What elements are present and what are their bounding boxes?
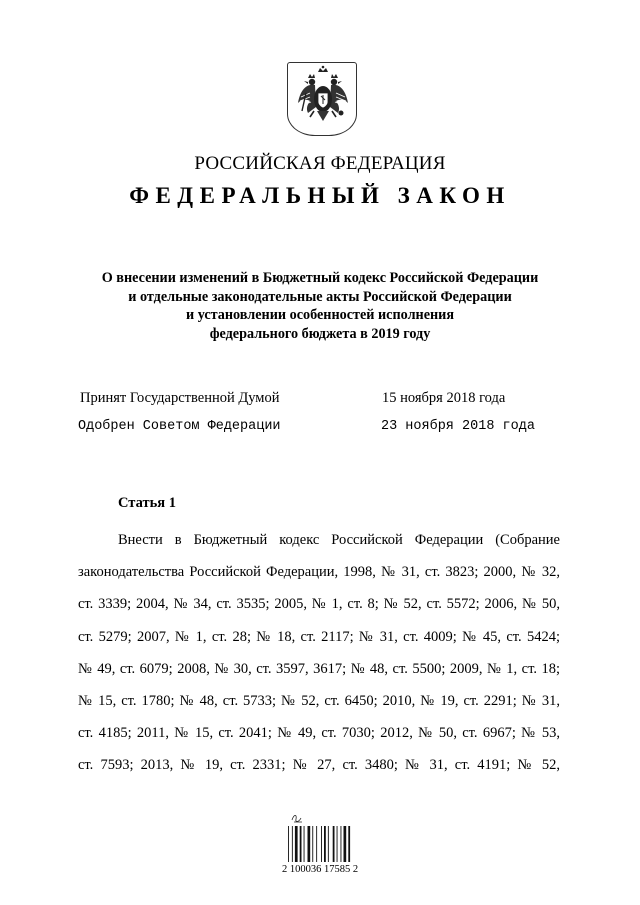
- duma-adoption-label: Принят Государственной Думой: [80, 390, 280, 406]
- article-text-line: ст. 3339; 2004, № 34, ст. 3535; 2005, № 1, ст. 8; № 52, ст. 5572; 2006, № 50,: [78, 596, 560, 613]
- article-text-line: ст. 7593; 2013, № 19, ст. 2331; № 27, ст. 3480; № 31, ст. 4191; № 52,: [78, 757, 560, 774]
- article-text-line: ст. 5279; 2007, № 1, ст. 28; № 18, ст. 2117; № 31, ст. 4009; № 45, ст. 5424;: [78, 628, 560, 645]
- duma-adoption-date: 15 ноября 2018 года: [382, 390, 506, 406]
- law-type-heading: ФЕДЕРАЛЬНЫЙ ЗАКОН: [129, 183, 511, 208]
- article-heading: Статья 1: [118, 495, 176, 511]
- law-title-line: и отдельные законодательные акты Российской Федерации: [128, 288, 512, 305]
- article-text-line: ст. 4185; 2011, № 15, ст. 2041; № 49, ст. 7030; 2012, № 50, ст. 6967; № 53,: [78, 725, 560, 742]
- law-title-line: федерального бюджета в 2019 году: [209, 325, 431, 342]
- law-title-line: и установлении особенностей исполнения: [185, 307, 455, 323]
- article-text-line: № 49, ст. 6079; 2008, № 30, ст. 3597, 3617; № 48, ст. 5500; 2009, № 1, ст. 18;: [78, 660, 560, 677]
- article-body: [78, 524, 560, 782]
- barcode-icon: [286, 810, 354, 868]
- barcode-number: 2 100036 17585 2: [281, 864, 359, 875]
- coat-of-arms-emblem-icon: [287, 62, 357, 136]
- article-text-line: № 15, ст. 1780; № 48, ст. 5733; № 52, ст. 6450; 2010, № 19, ст. 2291; № 31,: [78, 692, 560, 709]
- article-text-line: законодательства Российской Федерации, 1998, № 31, ст. 3823; 2000, № 32,: [78, 564, 560, 581]
- law-title-line: О внесении изменений в Бюджетный кодекс Российской Федерации: [101, 270, 539, 286]
- law-title: [60, 269, 580, 343]
- country-heading: РОССИЙСКАЯ ФЕДЕРАЦИЯ: [194, 153, 446, 174]
- council-approval-label: Одобрен Советом Федерации: [78, 419, 281, 434]
- article-text-line: Внести в Бюджетный кодекс Российской Федерации (Собрание: [118, 532, 560, 548]
- council-approval-date: 23 ноября 2018 года: [381, 419, 535, 434]
